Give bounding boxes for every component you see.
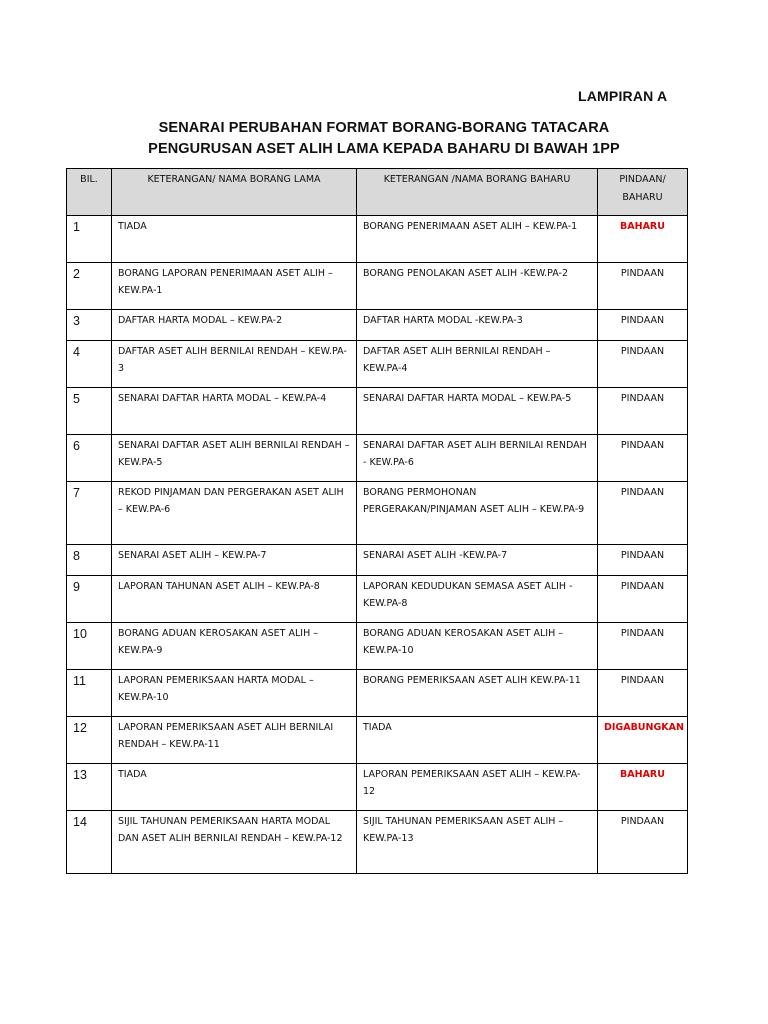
document-title bbox=[60, 118, 708, 160]
change-status: PINDAAN bbox=[598, 811, 688, 874]
new-form-name: DAFTAR HARTA MODAL -KEW.PA-3 bbox=[357, 310, 598, 341]
new-form-name: SENARAI DAFTAR ASET ALIH BERNILAI RENDAH - KEW.PA-6 bbox=[357, 435, 598, 482]
new-form-name: TIADA bbox=[357, 717, 598, 764]
change-status: PINDAAN bbox=[598, 482, 688, 545]
row-number: 10 bbox=[67, 623, 112, 670]
title-line-2: PENGURUSAN ASET ALIH LAMA KEPADA BAHARU DI BAWAH 1PP bbox=[148, 141, 620, 157]
old-form-name: DAFTAR ASET ALIH BERNILAI RENDAH – KEW.PA-3 bbox=[112, 341, 357, 388]
change-status: BAHARU bbox=[598, 216, 688, 263]
change-status: PINDAAN bbox=[598, 263, 688, 310]
new-form-name: LAPORAN KEDUDUKAN SEMASA ASET ALIH - KEW.PA-8 bbox=[357, 576, 598, 623]
table-row bbox=[67, 717, 688, 764]
table-row bbox=[67, 623, 688, 670]
table-row bbox=[67, 670, 688, 717]
header-new-form: KETERANGAN /NAMA BORANG BAHARU bbox=[357, 169, 598, 216]
change-status: PINDAAN bbox=[598, 341, 688, 388]
new-form-name: LAPORAN PEMERIKSAAN ASET ALIH – KEW.PA-12 bbox=[357, 764, 598, 811]
row-number: 5 bbox=[67, 388, 112, 435]
table-row bbox=[67, 341, 688, 388]
table-row bbox=[67, 263, 688, 310]
table-row bbox=[67, 764, 688, 811]
appendix-label: LAMPIRAN A bbox=[578, 88, 668, 104]
change-status: PINDAAN bbox=[598, 310, 688, 341]
row-number: 7 bbox=[67, 482, 112, 545]
old-form-name: SENARAI DAFTAR ASET ALIH BERNILAI RENDAH – KEW.PA-5 bbox=[112, 435, 357, 482]
table-row bbox=[67, 482, 688, 545]
new-form-name: SIJIL TAHUNAN PEMERIKSAAN ASET ALIH – KEW.PA-13 bbox=[357, 811, 598, 874]
change-status: PINDAAN bbox=[598, 435, 688, 482]
header-status: PINDAAN/ BAHARU bbox=[598, 169, 688, 216]
row-number: 8 bbox=[67, 545, 112, 576]
new-form-name: DAFTAR ASET ALIH BERNILAI RENDAH – KEW.PA-4 bbox=[357, 341, 598, 388]
row-number: 14 bbox=[67, 811, 112, 874]
header-bil: BIL. bbox=[67, 169, 112, 216]
old-form-name: LAPORAN PEMERIKSAAN ASET ALIH BERNILAI RENDAH – KEW.PA-11 bbox=[112, 717, 357, 764]
change-status: PINDAAN bbox=[598, 388, 688, 435]
change-status: PINDAAN bbox=[598, 670, 688, 717]
new-form-name: BORANG PENOLAKAN ASET ALIH -KEW.PA-2 bbox=[357, 263, 598, 310]
new-form-name: SENARAI DAFTAR HARTA MODAL – KEW.PA-5 bbox=[357, 388, 598, 435]
row-number: 13 bbox=[67, 764, 112, 811]
change-status: DIGABUNGKAN bbox=[598, 717, 688, 764]
new-form-name: SENARAI ASET ALIH -KEW.PA-7 bbox=[357, 545, 598, 576]
old-form-name: BORANG LAPORAN PENERIMAAN ASET ALIH – KEW.PA-1 bbox=[112, 263, 357, 310]
old-form-name: SIJIL TAHUNAN PEMERIKSAAN HARTA MODAL DAN ASET ALIH BERNILAI RENDAH – KEW.PA-12 bbox=[112, 811, 357, 874]
table-row bbox=[67, 545, 688, 576]
table-row bbox=[67, 435, 688, 482]
form-changes-table bbox=[66, 168, 688, 874]
row-number: 12 bbox=[67, 717, 112, 764]
old-form-name: DAFTAR HARTA MODAL – KEW.PA-2 bbox=[112, 310, 357, 341]
row-number: 6 bbox=[67, 435, 112, 482]
row-number: 11 bbox=[67, 670, 112, 717]
header-old-form: KETERANGAN/ NAMA BORANG LAMA bbox=[112, 169, 357, 216]
new-form-name: BORANG PERMOHONAN PERGERAKAN/PINJAMAN ASET ALIH – KEW.PA-9 bbox=[357, 482, 598, 545]
table-row bbox=[67, 310, 688, 341]
old-form-name: LAPORAN PEMERIKSAAN HARTA MODAL – KEW.PA-10 bbox=[112, 670, 357, 717]
change-status: PINDAAN bbox=[598, 623, 688, 670]
old-form-name: SENARAI DAFTAR HARTA MODAL – KEW.PA-4 bbox=[112, 388, 357, 435]
table-row bbox=[67, 216, 688, 263]
row-number: 1 bbox=[67, 216, 112, 263]
old-form-name: TIADA bbox=[112, 764, 357, 811]
old-form-name: REKOD PINJAMAN DAN PERGERAKAN ASET ALIH – KEW.PA-6 bbox=[112, 482, 357, 545]
old-form-name: BORANG ADUAN KEROSAKAN ASET ALIH – KEW.PA-9 bbox=[112, 623, 357, 670]
old-form-name: SENARAI ASET ALIH – KEW.PA-7 bbox=[112, 545, 357, 576]
row-number: 9 bbox=[67, 576, 112, 623]
old-form-name: LAPORAN TAHUNAN ASET ALIH – KEW.PA-8 bbox=[112, 576, 357, 623]
row-number: 2 bbox=[67, 263, 112, 310]
title-line-1: SENARAI PERUBAHAN FORMAT BORANG-BORANG TATACARA bbox=[158, 120, 610, 136]
row-number: 4 bbox=[67, 341, 112, 388]
old-form-name: TIADA bbox=[112, 216, 357, 263]
table-row bbox=[67, 811, 688, 874]
table-row bbox=[67, 388, 688, 435]
change-status: BAHARU bbox=[598, 764, 688, 811]
new-form-name: BORANG PENERIMAAN ASET ALIH – KEW.PA-1 bbox=[357, 216, 598, 263]
table-row bbox=[67, 576, 688, 623]
change-status: PINDAAN bbox=[598, 576, 688, 623]
change-status: PINDAAN bbox=[598, 545, 688, 576]
row-number: 3 bbox=[67, 310, 112, 341]
new-form-name: BORANG PEMERIKSAAN ASET ALIH KEW.PA-11 bbox=[357, 670, 598, 717]
table-header-row bbox=[67, 169, 688, 216]
new-form-name: BORANG ADUAN KEROSAKAN ASET ALIH – KEW.PA-10 bbox=[357, 623, 598, 670]
